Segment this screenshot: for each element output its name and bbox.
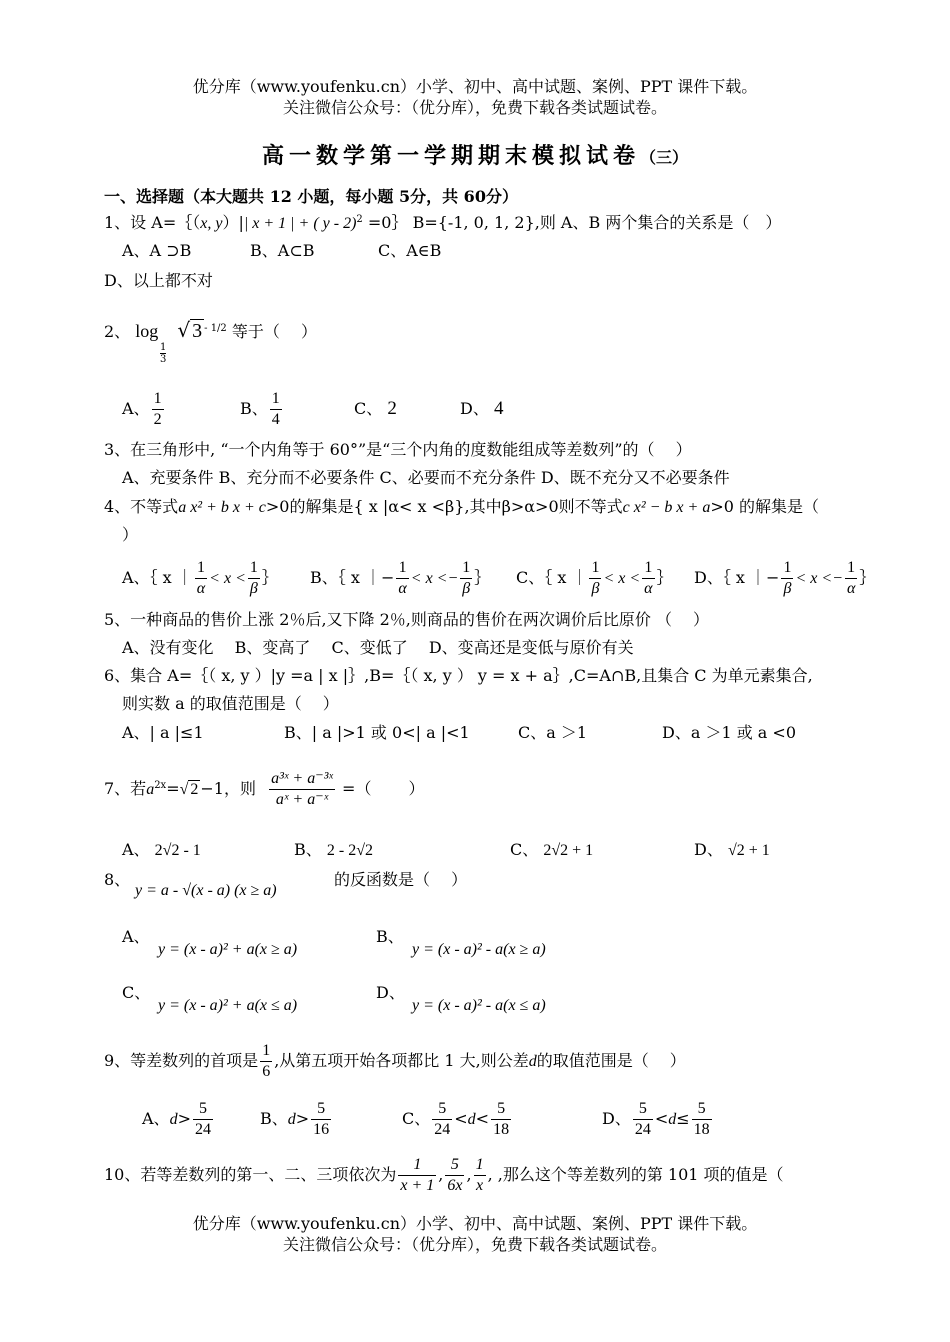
title-suffix: （三）: [640, 148, 689, 167]
q8-tail: 的反函数是（ ）: [334, 870, 468, 889]
question-3: 3、在三角形中, “一个内角等于 60°”是“三个内角的度数能组成等差数列”的（ ）: [104, 440, 692, 459]
q9-tail: 的取值范围是（ ）: [536, 1051, 686, 1070]
q6-option-c[interactable]: C、a ＞1: [518, 723, 588, 742]
q10-tail: , ,那么这个等差数列的第 101 项的值是（: [487, 1165, 784, 1184]
q7-options: [122, 840, 770, 861]
header-line-1: 优分库（www.youfenku.cn）小学、初中、高中试题、案例、PPT 课件下载。: [192, 77, 758, 96]
q2-option-b[interactable]: B、 $\frac{1}{4}$: [240, 390, 280, 428]
q7-option-c[interactable]: C、 2√2 + 1: [510, 840, 594, 859]
q10-term-1: $\frac{1}{x + 1}$: [400, 1156, 435, 1194]
q4-ineq1: a x² + b x + c: [178, 499, 266, 516]
q7-tail: =（ ）: [342, 779, 425, 798]
q8-option-a[interactable]: y = (x - a)² + a(x ≥ a): [158, 941, 298, 958]
q1-eq: =0｝: [362, 213, 408, 232]
q9-pre: 9、等差数列的首项是: [104, 1051, 259, 1070]
q8-option-a-label[interactable]: A、: [122, 927, 150, 946]
q2-num: 2、: [104, 322, 131, 341]
footer-line-1: 优分库（www.youfenku.cn）小学、初中、高中试题、案例、PPT 课件下载。: [192, 1214, 758, 1233]
q2-log: log: [135, 321, 159, 341]
question-6: 6、集合 A=｛（ x, y ）|y =a | x |｝,B=｛（ x, y ） y = x + a｝,C=A∩B,且集合 C 为单元素集合,: [104, 666, 813, 685]
q1-set-b: B={-1, 0, 1, 2},则 A、B 两个集合的关系是（ ）: [412, 213, 782, 232]
q1-mid: ）|: [222, 213, 244, 232]
q7-pre: 7、若: [104, 779, 147, 798]
q4-option-c[interactable]: C、｛ x ｜ $\frac{1}{\beta}$ < x < $\frac{1}{\alpha}$ ｝: [516, 559, 673, 597]
q9-first-term: $\frac{1}{6}$: [262, 1042, 271, 1080]
q4-option-a[interactable]: A、｛ x ｜ $\frac{1}{\alpha}$ < x < $\frac{1}{\beta}$ ｝: [122, 559, 278, 597]
question-7: 7、若$a^{2x}=√$ 2 −1，则 $\frac{\text{a³ˣ + a⁻³ˣ}}{\text{aˣ + a⁻ˣ}}$ =（ ）: [104, 770, 425, 808]
q2-exponent: - 1/2: [204, 323, 227, 334]
question-5: 5、一种商品的售价上涨 2％后,又下降 2％,则商品的售价在两次调价后比原价 （ ）: [104, 610, 710, 629]
q8-option-c[interactable]: y = (x - a)² + a(x ≤ a): [158, 997, 298, 1014]
q7-option-a[interactable]: A、 2√2 - 1: [122, 840, 201, 859]
q7-sqrt2: 2: [190, 781, 199, 798]
q4-option-b[interactable]: B、｛ x ｜− $\frac{1}{\alpha}$ < x <− $\frac{1}{\beta}$ ｝: [310, 559, 491, 597]
q9-option-b[interactable]: B、d> $\frac{5}{16}$: [260, 1100, 330, 1138]
q1-expr: | x + 1 | + ( y - 2): [243, 215, 357, 232]
q8-function: y = a - √(x - a) (x ≥ a): [135, 882, 277, 899]
q6-option-d[interactable]: D、a ＞1 或 a <0: [662, 723, 797, 742]
question-9: [104, 1040, 686, 1083]
q4-options: [122, 555, 875, 602]
question-10: 10、若等差数列的第一、二、三项依次为 $\frac{1}{x + 1}$ , $\frac{5}{6x}$ , $\frac{1}{x}$ , ,那么这个等差数列的第 101 项的值是（: [104, 1156, 784, 1194]
q4-text1: 4、不等式: [104, 497, 179, 516]
q6-option-a[interactable]: A、| a |≤1: [122, 723, 204, 742]
q8-option-b-label[interactable]: B、: [376, 927, 404, 946]
q8-option-b[interactable]: y = (x - a)² - a(x ≥ a): [412, 941, 546, 958]
q10-pre: 10、若等差数列的第一、二、三项依次为: [104, 1165, 397, 1184]
question-8: [104, 870, 130, 890]
page-title: [0, 142, 950, 172]
q1-option-d[interactable]: D、以上都不对: [104, 271, 213, 290]
q6-option-b[interactable]: B、| a |>1 或 0<| a |<1: [284, 723, 470, 742]
q1-options: [122, 241, 441, 261]
q7-fraction: $\frac{\text{a³ˣ + a⁻³ˣ}}{\text{aˣ + a⁻ˣ}}$: [271, 770, 333, 808]
q9-option-c[interactable]: C、 $\frac{5}{24}$ <d< $\frac{5}{18}$: [402, 1100, 510, 1138]
q1-option-c[interactable]: C、A∈B: [378, 241, 442, 260]
q7-option-b[interactable]: B、 2 - 2√2: [294, 840, 373, 859]
q9-options: [142, 1098, 714, 1141]
q9-option-a[interactable]: A、d> $\frac{5}{24}$: [142, 1100, 211, 1138]
q7-option-d[interactable]: D、 √2 + 1: [694, 840, 770, 859]
q9-option-d[interactable]: D、 $\frac{5}{24}$ <d≤ $\frac{5}{18}$: [602, 1100, 710, 1138]
q9-d: d: [528, 1053, 537, 1070]
q8-option-c-label[interactable]: C、: [122, 983, 151, 1002]
q2-radical: √ 3: [177, 318, 203, 342]
q7-exp: 2x: [154, 780, 167, 791]
q1-pre: 1、设 A=｛（: [104, 213, 201, 232]
section-heading: 一、选择题（本大题共 12 小题，每小题 5分，共 60分）: [104, 187, 518, 206]
q7-eq: =: [166, 779, 180, 798]
q4-text3: >0 的解集是（: [710, 497, 820, 516]
header-line-2: 关注微信公众号：（优分库），免费下载各类试题试卷。: [282, 98, 667, 117]
q6-text-2: 则实数 a 的取值范围是（ ）: [122, 694, 339, 713]
q3-options[interactable]: A、充要条件 B、充分而不必要条件 C、必要而不充分条件 D、既不充分又不必要条件: [122, 468, 730, 487]
q4-text2: >0的解集是{ x |α< x <β},其中β>α>0则不等式: [265, 497, 623, 516]
q10-term-2: $\frac{5}{6x}$: [447, 1156, 463, 1194]
q2-option-a[interactable]: A、 $\frac{1}{2}$: [122, 390, 162, 428]
q8-option-d-label[interactable]: D、: [376, 983, 405, 1002]
q10-term-3: $\frac{1}{x}$: [475, 1156, 484, 1194]
q1-xy: x, y: [200, 215, 223, 232]
question-4: [104, 497, 819, 518]
question-2: [104, 320, 317, 370]
q2-option-d[interactable]: D、 4: [460, 398, 504, 419]
q7-a: a: [146, 781, 155, 798]
q4-ineq2: c x² − b x + a: [622, 499, 711, 516]
q5-options[interactable]: A、没有变化 B、变高了 C、变低了 D、变高还是变低与原价有关: [122, 638, 634, 657]
q1-option-a[interactable]: A、A ⊃B: [122, 241, 192, 260]
q2-options: [122, 388, 503, 430]
question-1: 1、设 A=｛（x, y）|| x + 1 | + ( y - 2)$^2$ =0｝ B={-1, 0, 1, 2},则 A、B 两个集合的关系是（ ）: [104, 213, 782, 232]
q2-tail: 等于（ ）: [231, 322, 317, 341]
q2-log-base: 1 3: [160, 342, 167, 365]
q1-option-b[interactable]: B、A⊂B: [250, 241, 315, 260]
q7-minus: −1，则: [200, 779, 256, 798]
title-text: 高一数学第一学期期末模拟试卷: [261, 143, 640, 169]
q4-close: ）: [122, 525, 139, 544]
q8-option-d[interactable]: y = (x - a)² - a(x ≤ a): [412, 997, 546, 1014]
footer-line-2: 关注微信公众号：（优分库），免费下载各类试题试卷。: [282, 1235, 667, 1254]
q4-option-d[interactable]: D、｛ x ｜− $\frac{1}{\beta}$ < x <− $\frac{1}{\alpha}$ ｝: [694, 559, 876, 597]
q8-num: 8、: [104, 870, 131, 889]
q9-mid: ,从第五项开始各项都比 1 大,则公差: [274, 1051, 529, 1070]
q6-options: [122, 723, 796, 743]
q2-option-c[interactable]: C、 2: [354, 398, 397, 419]
